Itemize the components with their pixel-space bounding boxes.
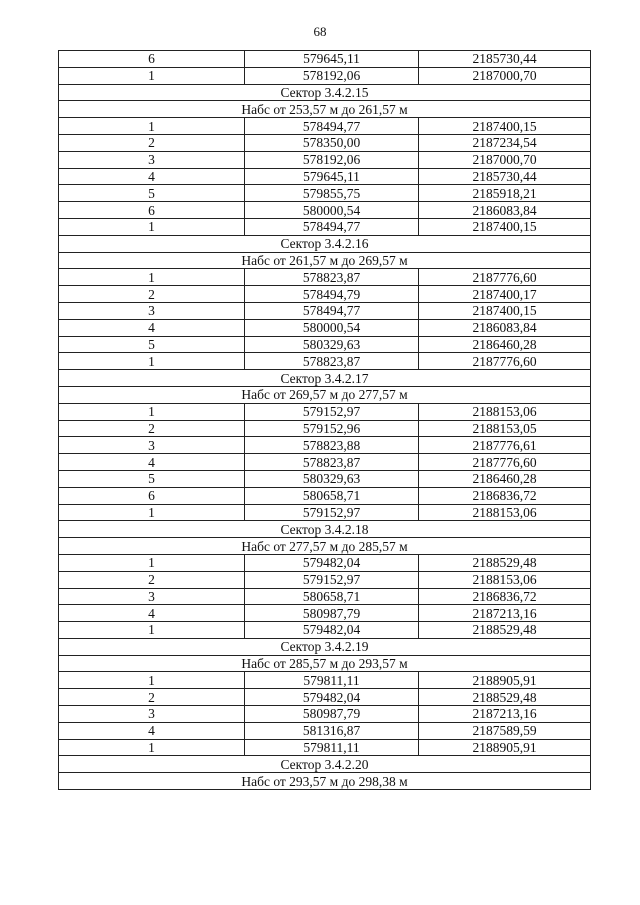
x-coordinate-cell: 580329,63 [245, 470, 419, 487]
table-row [59, 504, 591, 521]
sector-header-cell: Сектор 3.4.2.19 [59, 638, 591, 655]
point-number-cell: 1 [59, 504, 245, 521]
sector-header-row [59, 252, 591, 269]
sector-header-cell: Сектор 3.4.2.16 [59, 235, 591, 252]
point-number-cell: 3 [59, 437, 245, 454]
table-row [59, 487, 591, 504]
table-row [59, 151, 591, 168]
table-row [59, 51, 591, 68]
sector-header-row [59, 84, 591, 101]
table-row [59, 319, 591, 336]
point-number-cell: 1 [59, 403, 245, 420]
table-row [59, 353, 591, 370]
table-row [59, 588, 591, 605]
x-coordinate-cell: 579482,04 [245, 689, 419, 706]
point-number-cell: 4 [59, 605, 245, 622]
table-row [59, 689, 591, 706]
table-row [59, 722, 591, 739]
y-coordinate-cell: 2186836,72 [419, 588, 591, 605]
point-number-cell: 1 [59, 622, 245, 639]
y-coordinate-cell: 2188529,48 [419, 622, 591, 639]
coordinates-table-body [59, 51, 591, 790]
point-number-cell: 5 [59, 470, 245, 487]
point-number-cell: 6 [59, 51, 245, 68]
sector-header-row [59, 521, 591, 538]
y-coordinate-cell: 2187000,70 [419, 151, 591, 168]
sector-header-row [59, 235, 591, 252]
y-coordinate-cell: 2186836,72 [419, 487, 591, 504]
x-coordinate-cell: 580329,63 [245, 336, 419, 353]
table-row [59, 185, 591, 202]
sector-header-cell: Сектор 3.4.2.17 [59, 370, 591, 387]
point-number-cell: 4 [59, 319, 245, 336]
table-row [59, 420, 591, 437]
sector-header-cell: Сектор 3.4.2.20 [59, 756, 591, 773]
table-row [59, 470, 591, 487]
point-number-cell: 3 [59, 588, 245, 605]
table-row [59, 554, 591, 571]
y-coordinate-cell: 2186460,28 [419, 336, 591, 353]
y-coordinate-cell: 2185730,44 [419, 51, 591, 68]
point-number-cell: 4 [59, 454, 245, 471]
point-number-cell: 3 [59, 151, 245, 168]
point-number-cell: 1 [59, 353, 245, 370]
y-coordinate-cell: 2187776,61 [419, 437, 591, 454]
x-coordinate-cell: 579152,97 [245, 571, 419, 588]
point-number-cell: 3 [59, 706, 245, 723]
point-number-cell: 1 [59, 118, 245, 135]
table-row [59, 286, 591, 303]
y-coordinate-cell: 2187400,17 [419, 286, 591, 303]
x-coordinate-cell: 579482,04 [245, 554, 419, 571]
x-coordinate-cell: 578192,06 [245, 151, 419, 168]
y-coordinate-cell: 2187000,70 [419, 67, 591, 84]
table-row [59, 134, 591, 151]
sector-header-row [59, 538, 591, 555]
y-coordinate-cell: 2187234,54 [419, 134, 591, 151]
y-coordinate-cell: 2185730,44 [419, 168, 591, 185]
point-number-cell: 6 [59, 202, 245, 219]
point-number-cell: 2 [59, 689, 245, 706]
table-row [59, 269, 591, 286]
table-row [59, 118, 591, 135]
y-coordinate-cell: 2188153,06 [419, 504, 591, 521]
sector-header-row [59, 101, 591, 118]
x-coordinate-cell: 580658,71 [245, 487, 419, 504]
x-coordinate-cell: 578494,79 [245, 286, 419, 303]
x-coordinate-cell: 578823,87 [245, 353, 419, 370]
x-coordinate-cell: 578494,77 [245, 118, 419, 135]
y-coordinate-cell: 2188153,06 [419, 403, 591, 420]
table-row [59, 67, 591, 84]
y-coordinate-cell: 2188905,91 [419, 739, 591, 756]
table-row [59, 605, 591, 622]
x-coordinate-cell: 578350,00 [245, 134, 419, 151]
point-number-cell: 1 [59, 672, 245, 689]
table-row [59, 706, 591, 723]
point-number-cell: 3 [59, 302, 245, 319]
point-number-cell: 4 [59, 722, 245, 739]
x-coordinate-cell: 580987,79 [245, 706, 419, 723]
table-row [59, 218, 591, 235]
sector-header-cell: Набс от 277,57 м до 285,57 м [59, 538, 591, 555]
sector-header-row [59, 370, 591, 387]
page-number: 68 [313, 24, 327, 39]
y-coordinate-cell: 2188529,48 [419, 554, 591, 571]
x-coordinate-cell: 580658,71 [245, 588, 419, 605]
y-coordinate-cell: 2187400,15 [419, 218, 591, 235]
sector-header-row [59, 773, 591, 790]
x-coordinate-cell: 578494,77 [245, 218, 419, 235]
point-number-cell: 2 [59, 286, 245, 303]
point-number-cell: 4 [59, 168, 245, 185]
x-coordinate-cell: 579152,96 [245, 420, 419, 437]
sector-header-row [59, 386, 591, 403]
table-row [59, 454, 591, 471]
y-coordinate-cell: 2187589,59 [419, 722, 591, 739]
x-coordinate-cell: 580987,79 [245, 605, 419, 622]
table-row [59, 622, 591, 639]
sector-header-cell: Набс от 269,57 м до 277,57 м [59, 386, 591, 403]
x-coordinate-cell: 580000,54 [245, 319, 419, 336]
table-row [59, 739, 591, 756]
x-coordinate-cell: 579811,11 [245, 739, 419, 756]
x-coordinate-cell: 579482,04 [245, 622, 419, 639]
sector-header-cell: Набс от 261,57 м до 269,57 м [59, 252, 591, 269]
point-number-cell: 2 [59, 420, 245, 437]
x-coordinate-cell: 579855,75 [245, 185, 419, 202]
y-coordinate-cell: 2186083,84 [419, 319, 591, 336]
y-coordinate-cell: 2187400,15 [419, 118, 591, 135]
x-coordinate-cell: 578823,87 [245, 269, 419, 286]
y-coordinate-cell: 2187400,15 [419, 302, 591, 319]
point-number-cell: 5 [59, 185, 245, 202]
sector-header-cell: Сектор 3.4.2.18 [59, 521, 591, 538]
x-coordinate-cell: 578192,06 [245, 67, 419, 84]
table-row [59, 202, 591, 219]
y-coordinate-cell: 2186460,28 [419, 470, 591, 487]
y-coordinate-cell: 2187776,60 [419, 454, 591, 471]
y-coordinate-cell: 2188905,91 [419, 672, 591, 689]
coordinates-table [58, 50, 591, 790]
x-coordinate-cell: 579152,97 [245, 504, 419, 521]
x-coordinate-cell: 578823,88 [245, 437, 419, 454]
sector-header-row [59, 655, 591, 672]
y-coordinate-cell: 2186083,84 [419, 202, 591, 219]
x-coordinate-cell: 581316,87 [245, 722, 419, 739]
point-number-cell: 1 [59, 218, 245, 235]
table-row [59, 571, 591, 588]
x-coordinate-cell: 579811,11 [245, 672, 419, 689]
y-coordinate-cell: 2187213,16 [419, 706, 591, 723]
sector-header-cell: Набс от 253,57 м до 261,57 м [59, 101, 591, 118]
y-coordinate-cell: 2187213,16 [419, 605, 591, 622]
point-number-cell: 1 [59, 554, 245, 571]
y-coordinate-cell: 2188529,48 [419, 689, 591, 706]
x-coordinate-cell: 579152,97 [245, 403, 419, 420]
table-row [59, 302, 591, 319]
table-row [59, 672, 591, 689]
point-number-cell: 1 [59, 67, 245, 84]
x-coordinate-cell: 579645,11 [245, 168, 419, 185]
y-coordinate-cell: 2187776,60 [419, 353, 591, 370]
sector-header-cell: Набс от 293,57 м до 298,38 м [59, 773, 591, 790]
y-coordinate-cell: 2185918,21 [419, 185, 591, 202]
y-coordinate-cell: 2188153,05 [419, 420, 591, 437]
table-row [59, 437, 591, 454]
table-row [59, 168, 591, 185]
sector-header-cell: Набс от 285,57 м до 293,57 м [59, 655, 591, 672]
point-number-cell: 2 [59, 571, 245, 588]
sector-header-row [59, 638, 591, 655]
x-coordinate-cell: 579645,11 [245, 51, 419, 68]
y-coordinate-cell: 2188153,06 [419, 571, 591, 588]
sector-header-row [59, 756, 591, 773]
point-number-cell: 2 [59, 134, 245, 151]
sector-header-cell: Сектор 3.4.2.15 [59, 84, 591, 101]
table-row [59, 403, 591, 420]
x-coordinate-cell: 578823,87 [245, 454, 419, 471]
point-number-cell: 5 [59, 336, 245, 353]
point-number-cell: 6 [59, 487, 245, 504]
x-coordinate-cell: 580000,54 [245, 202, 419, 219]
table-row [59, 336, 591, 353]
x-coordinate-cell: 578494,77 [245, 302, 419, 319]
point-number-cell: 1 [59, 739, 245, 756]
y-coordinate-cell: 2187776,60 [419, 269, 591, 286]
point-number-cell: 1 [59, 269, 245, 286]
